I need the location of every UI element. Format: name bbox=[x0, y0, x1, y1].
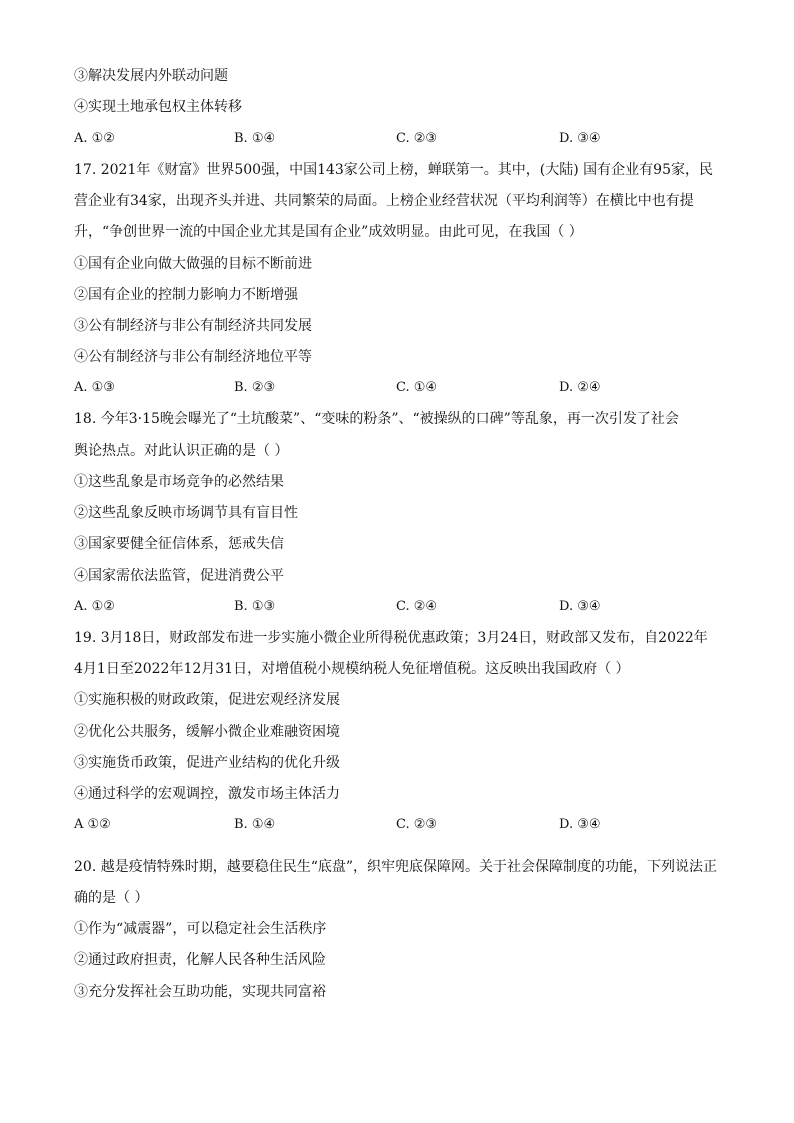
q20-item-2: ②通过政府担责，化解人民各种生活风险 bbox=[74, 952, 326, 968]
q17-item-3: ③公有制经济与非公有制经济共同发展 bbox=[74, 318, 312, 334]
q19-stem-line-1: 19. 3月18日，财政部发布进一步实施小微企业所得税优惠政策；3月24日，财政部又发布，自2022年 bbox=[74, 630, 708, 646]
q16-options bbox=[74, 129, 722, 149]
q17-option-c[interactable]: C. ①④ bbox=[396, 380, 438, 395]
q19-item-4: ④通过科学的宏观调控，激发市场主体活力 bbox=[74, 786, 340, 802]
q19-stem-line-2: 4月1日至2022年12月31日，对增值税小规模纳税人免征增值税。这反映出我国政府（ ） bbox=[74, 661, 630, 677]
q19-option-d[interactable]: D. ③④ bbox=[559, 817, 601, 832]
q18-item-1: ①这些乱象是市场竞争的必然结果 bbox=[74, 474, 284, 490]
q17-item-2: ②国有企业的控制力影响力不断增强 bbox=[74, 287, 298, 303]
q18-stem-line-2: 舆论热点。对此认识正确的是（ ） bbox=[74, 443, 289, 459]
q17-stem-line-1: 17. 2021年《财富》世界500强，中国143家公司上榜，蝉联第一。其中，(大陆) 国有企业有95家，民 bbox=[74, 162, 713, 178]
q16-option-d[interactable]: D. ③④ bbox=[559, 131, 601, 146]
q19-item-1: ①实施积极的财政政策，促进宏观经济发展 bbox=[74, 692, 340, 708]
q18-item-3: ③国家要健全征信体系，惩戒失信 bbox=[74, 536, 284, 552]
q18-item-2: ②这些乱象反映市场调节具有盲目性 bbox=[74, 505, 298, 521]
q17-options bbox=[74, 378, 722, 398]
q16-option-c[interactable]: C. ②③ bbox=[396, 131, 438, 146]
q17-item-1: ①国有企业向做大做强的目标不断前进 bbox=[74, 256, 312, 272]
q20-item-1: ①作为“减震器”，可以稳定社会生活秩序 bbox=[74, 921, 327, 937]
q16-option-a[interactable]: A. ①② bbox=[74, 131, 115, 146]
q18-option-c[interactable]: C. ②④ bbox=[396, 599, 438, 614]
q18-option-d[interactable]: D. ③④ bbox=[559, 599, 601, 614]
q18-stem-line-1: 18. 今年3·15晚会曝光了“土坑酸菜”、“变味的粉条”、“被操纵的口碑”等乱象，再一次引发了社会 bbox=[74, 411, 679, 427]
q17-stem-line-2: 营企业有34家，出现齐头并进、共同繁荣的局面。上榜企业经营状况（平均利润等）在横比中也有提 bbox=[74, 193, 694, 209]
q20-stem-line-1: 20. 越是疫情特殊时期，越要稳住民生“底盘”，织牢兜底保障网。关于社会保障制度的功能，下列说法正 bbox=[74, 859, 718, 875]
q17-option-d[interactable]: D. ②④ bbox=[559, 380, 601, 395]
q17-stem-line-3: 升，“争创世界一流的中国企业尤其是国有企业”成效明显。由此可见，在我国（ ） bbox=[74, 224, 583, 240]
q17-option-a[interactable]: A. ①③ bbox=[74, 380, 115, 395]
q16-option-b[interactable]: B. ①④ bbox=[234, 131, 276, 146]
q18-options bbox=[74, 597, 722, 617]
q17-item-4: ④公有制经济与非公有制经济地位平等 bbox=[74, 349, 312, 365]
q20-item-3: ③充分发挥社会互助功能，实现共同富裕 bbox=[74, 984, 326, 1000]
q20-stem-line-2: 确的是（ ） bbox=[74, 890, 149, 906]
q19-item-3: ③实施货币政策，促进产业结构的优化升级 bbox=[74, 755, 340, 771]
q18-option-b[interactable]: B. ①③ bbox=[234, 599, 276, 614]
q19-item-2: ②优化公共服务，缓解小微企业难融资困境 bbox=[74, 724, 340, 740]
q16-item-4: ④实现土地承包权主体转移 bbox=[74, 99, 242, 115]
q16-item-3: ③解决发展内外联动问题 bbox=[74, 68, 228, 84]
q19-option-b[interactable]: B. ①④ bbox=[234, 817, 276, 832]
q18-option-a[interactable]: A. ①② bbox=[74, 599, 115, 614]
q19-option-c[interactable]: C. ②③ bbox=[396, 817, 438, 832]
q18-item-4: ④国家需依法监管，促进消费公平 bbox=[74, 568, 284, 584]
q19-options bbox=[74, 815, 722, 835]
q17-option-b[interactable]: B. ②③ bbox=[234, 380, 276, 395]
q19-option-a[interactable]: A ①② bbox=[74, 817, 111, 832]
